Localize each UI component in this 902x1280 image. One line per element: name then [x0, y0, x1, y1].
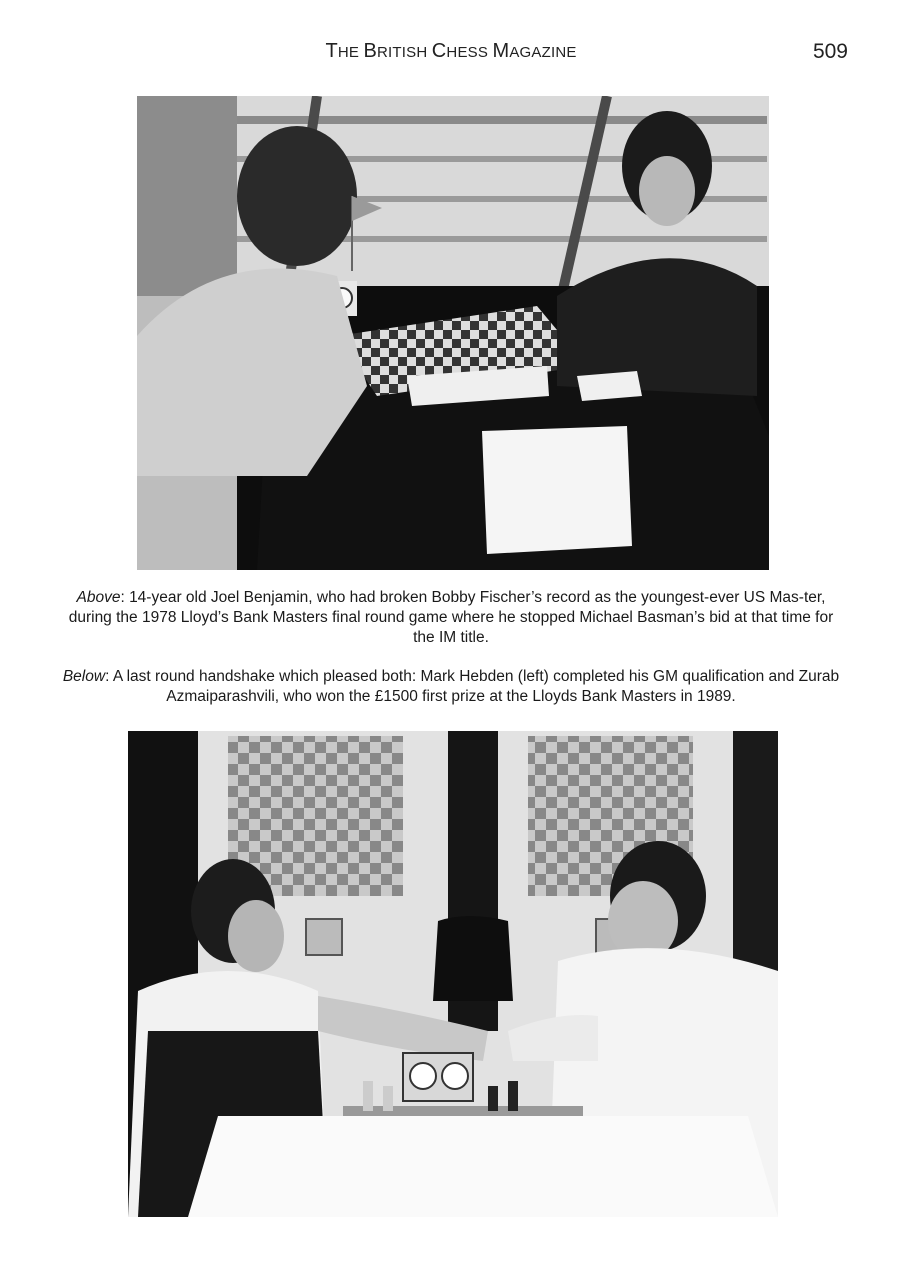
photo-hebden-azmaiparashvili [128, 731, 778, 1217]
caption-above-lead: Above [76, 589, 121, 606]
photo-benjamin-basman [137, 96, 769, 570]
caption-below-lead: Below [62, 668, 106, 685]
magazine-title: THE BRITISH CHESS MAGAZINE [325, 40, 577, 62]
caption-above [60, 588, 842, 648]
caption-below-text: : A last round handshake which pleased both: Mark Hebden (left) completed his GM qualification and Zurab Azmaiparashvili, who won the £1500 first prize at the Lloyds Bank Masters in 1989. [105, 668, 840, 705]
page-number: 509 [812, 40, 848, 63]
caption-above-text: : 14-year old Joel Benjamin, who had broken Bobby Fischer’s record as the youngest-ever US Mas-ter, during the 1978 Lloyd’s Bank Masters final round game where he stopped Michael Basman’s bid at that time for the IM title. [68, 589, 834, 646]
caption-below [60, 667, 842, 707]
